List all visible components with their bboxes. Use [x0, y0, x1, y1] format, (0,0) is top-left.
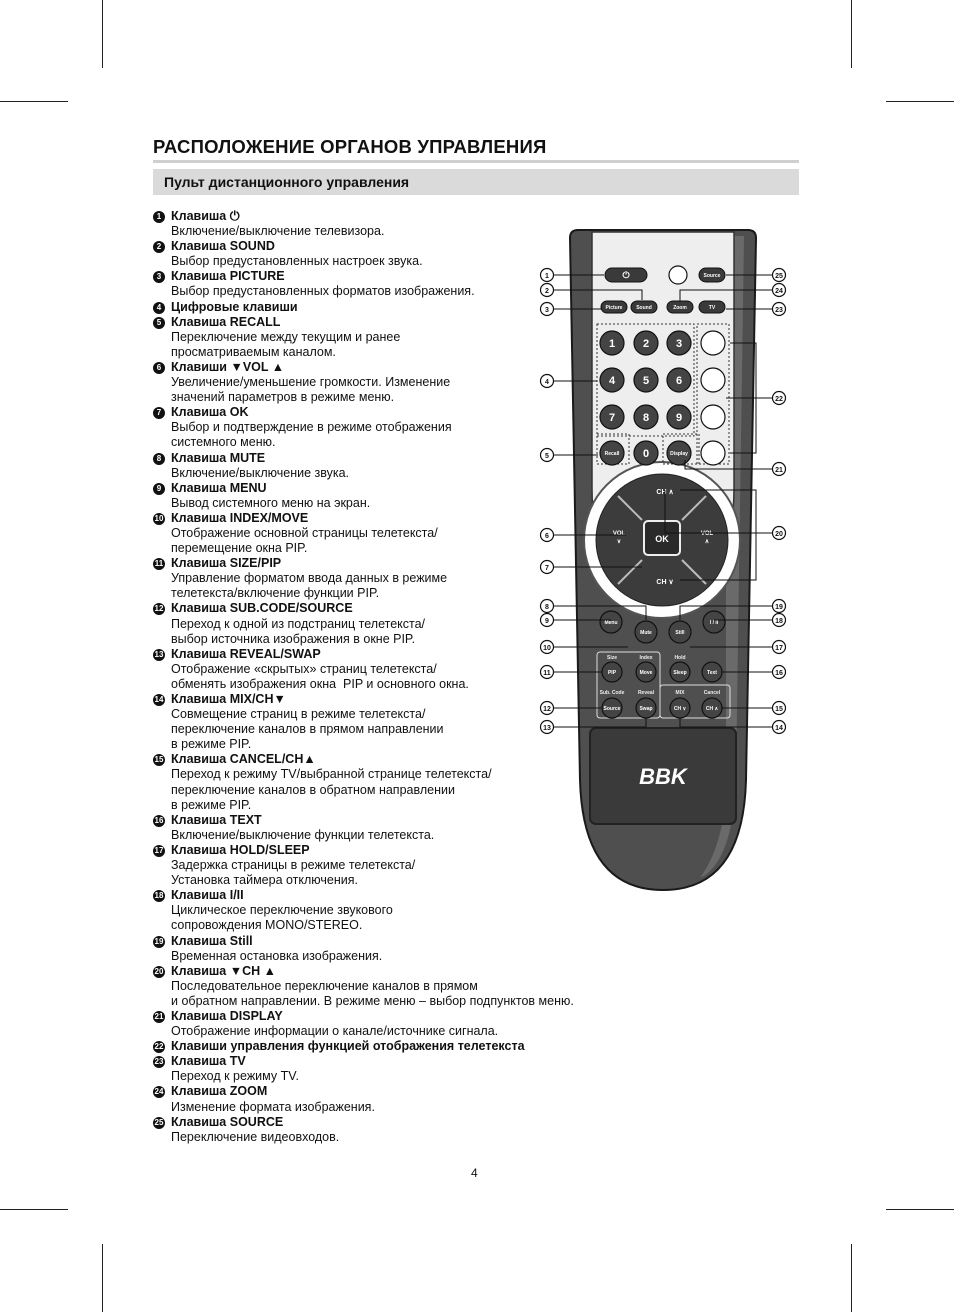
item-title: Клавиша SUB.CODE/SOURCE [171, 601, 353, 616]
digit-button-1-label: 1 [608, 337, 616, 350]
item-description: Совмещение страниц в режиме телетекста/ переключение каналов в прямом направлении в режиме PIP. [171, 707, 444, 752]
item-number-badge: 23 [154, 1057, 164, 1067]
digit-button-5-label: 5 [642, 374, 650, 387]
item-number-badge: 14 [154, 695, 164, 704]
control-item [153, 1009, 613, 1039]
teletext-button-4[interactable] [701, 441, 725, 465]
ch-down-label: CH ∨ [656, 579, 674, 586]
callout-number: 16 [775, 670, 783, 677]
item-title: Клавиша TV [171, 1054, 246, 1069]
i-ii-button-label: I / II [709, 619, 719, 626]
item-number-badge: 15 [154, 755, 164, 765]
item-title: Клавиши ▼VOL ▲ [171, 359, 285, 374]
item-description: Переход к режиму TV/выбранной странице телетекста/ переключение каналов в обратном направлении в режиме PIP. [171, 767, 492, 812]
crop-mark [102, 1244, 103, 1312]
item-number-badge: 19 [154, 936, 164, 946]
callout-number: 10 [543, 645, 551, 652]
swap-button-label: Swap [639, 705, 653, 712]
control-item [153, 1054, 613, 1084]
cancel-label: Cancel [703, 690, 721, 696]
item-number-badge: 11 [154, 559, 164, 569]
mix-label: MIX [675, 690, 685, 696]
pip-ch-down-button-label: CH ∨ [673, 705, 687, 712]
callout-number: 14 [775, 725, 783, 732]
item-title: Клавиша CANCEL/CH▲ [171, 752, 316, 767]
callout-number: 8 [545, 604, 549, 611]
pip-source-button-label: Source [603, 705, 621, 712]
picture-button-label: Picture [605, 304, 623, 311]
item-number-badge: 2 [153, 241, 165, 253]
still-button-label: Still [675, 629, 685, 636]
crop-mark [0, 101, 68, 102]
item-number-badge: 20 [154, 966, 164, 976]
item-description: Выбор и подтверждение в режиме отображения системного меню. [171, 420, 452, 450]
item-description: Управление форматом ввода данных в режиме телетекста/включение функции PIP. [171, 571, 448, 601]
item-title: Клавиша HOLD/SLEEP [171, 842, 310, 857]
callout-number: 25 [775, 273, 783, 280]
crop-mark [0, 1209, 68, 1210]
hold-label: Hold [674, 655, 686, 661]
page-title: РАСПОЛОЖЕНИЕ ОРГАНОВ УПРАВЛЕНИЯ [153, 136, 547, 157]
item-description: Переход к одной из подстраниц телетекста/ выбор источника изображения в окне PIP. [171, 616, 426, 646]
display-button-label: Display [670, 450, 688, 457]
item-description: Включение/выключение функции телетекста. [171, 827, 435, 842]
item-number-badge: 13 [154, 649, 164, 659]
control-item [153, 1115, 613, 1145]
item-description: Выбор предустановленных форматов изображения. [171, 284, 475, 299]
callout-number: 20 [775, 531, 783, 538]
digit-button-9-label: 9 [675, 411, 683, 424]
subcode-label: Sub. Code [599, 690, 625, 696]
callout-number: 24 [775, 288, 783, 295]
mute-button-label: Mute [640, 629, 652, 636]
vol-down-label: VOL ∨ [612, 531, 626, 545]
teletext-button-2[interactable] [701, 368, 725, 392]
item-number-badge: 9 [153, 483, 165, 495]
remote-illustration [530, 222, 800, 902]
item-number-badge: 10 [154, 513, 164, 523]
item-title: Клавиша PICTURE [171, 269, 285, 284]
ok-label: OK [655, 534, 669, 544]
teletext-button-3[interactable] [701, 405, 725, 429]
item-description: Последовательное переключение каналов в прямом и обратном направлении. В режиме меню – выбор подпунктов меню. [171, 978, 574, 1008]
item-number-badge: 24 [154, 1087, 164, 1097]
item-title: Клавиша MUTE [171, 450, 266, 465]
callout-number: 18 [775, 618, 783, 625]
item-description: Изменение формата изображения. [171, 1099, 375, 1114]
item-number-badge: 4 [153, 302, 165, 314]
item-description: Переключение между текущим и ранее просматриваемым каналом. [171, 329, 401, 359]
size-label: Size [606, 655, 618, 661]
item-description: Отображение основной страницы телетекста/ перемещение окна PIP. [171, 525, 438, 556]
callout-number: 12 [543, 706, 551, 713]
item-number-badge: 17 [154, 845, 164, 855]
callout-number: 7 [545, 565, 549, 572]
callout-number: 11 [543, 670, 551, 677]
section-title: Пульт дистанционного управления [164, 174, 410, 190]
item-title: Клавиша OK [171, 405, 249, 420]
teletext-button-1[interactable] [701, 331, 725, 355]
digit-button-2-label: 2 [642, 337, 650, 350]
item-title: Клавиши управления функцией отображения телетекста [171, 1039, 525, 1054]
item-description: Включение/выключение звука. [171, 465, 350, 480]
sound-button-label: Sound [636, 304, 652, 311]
digit-button-7-label: 7 [608, 411, 616, 424]
item-title: Клавиша MENU [171, 480, 267, 495]
item-title: Клавиша INDEX/MOVE [171, 510, 309, 525]
brand-logo: BBK [639, 764, 687, 789]
item-description: Отображение информации о канале/источнике сигнала. [171, 1024, 499, 1039]
control-item [153, 1039, 613, 1054]
source-button-label: Source [703, 272, 721, 279]
item-title: Клавиша TEXT [171, 812, 262, 827]
digit-button-3-label: 3 [675, 337, 683, 350]
item-title: Клавиша ZOOM [171, 1084, 268, 1099]
callout-number: 3 [545, 307, 549, 314]
item-title: Клавиша SIZE/PIP [171, 556, 282, 571]
menu-button-label: Menu [604, 619, 618, 626]
control-item [153, 934, 613, 964]
power-button-label: ⏻ [622, 270, 630, 281]
item-number-badge: 16 [154, 815, 164, 825]
item-description: Переход к режиму TV. [171, 1069, 299, 1084]
item-title: Клавиша SOURCE [171, 1114, 284, 1129]
control-item [153, 964, 613, 1009]
item-title: Клавиша SOUND [171, 239, 275, 254]
callout-number: 6 [545, 533, 549, 540]
item-title: Клавиша DISPLAY [171, 1008, 283, 1023]
ch-up-label: CH ∧ [656, 489, 674, 496]
item-number-badge: 7 [153, 407, 165, 419]
crop-mark [886, 101, 954, 102]
item-title: Клавиша Still [171, 933, 253, 948]
text-button-label: Text [707, 669, 717, 676]
item-title: Клавиша I/II [171, 888, 244, 903]
item-number-badge: 1 [153, 211, 165, 223]
item-description: Увеличение/уменьшение громкости. Изменение значений параметров в режиме меню. [171, 375, 451, 405]
reveal-label: Reveal [637, 690, 655, 696]
pip-ch-up-button-label: CH ∧ [705, 705, 719, 712]
item-number-badge: 12 [154, 604, 164, 614]
crop-mark [851, 1244, 852, 1312]
recall-button-label: Recall [604, 450, 620, 457]
callout-number: 15 [775, 706, 783, 713]
item-title: Клавиша MIX/CH▼ [171, 692, 286, 706]
callout-number: 17 [775, 645, 783, 652]
callout-number: 9 [545, 618, 549, 625]
crop-mark [851, 0, 852, 68]
digit-button-6-label: 6 [675, 374, 683, 387]
crop-mark [102, 0, 103, 68]
callout-number: 21 [775, 467, 783, 474]
item-description: Задержка страницы в режиме телетекста/ Установка таймера отключения. [171, 858, 416, 888]
vol-up-label: VOL ∧ [700, 531, 714, 545]
item-description: Вывод системного меню на экран. [171, 495, 371, 510]
item-description: Отображение «скрытых» страниц телетекста/ обменять изображения окна PIP и основного окна. [171, 661, 469, 691]
item-description: Временная остановка изображения. [171, 948, 383, 963]
digit-button-0-label: 0 [642, 447, 650, 460]
digit-button-8-label: 8 [642, 411, 650, 424]
pip-button-label: PIP [607, 669, 617, 676]
item-number-badge: 18 [154, 891, 164, 901]
item-number-badge: 25 [154, 1117, 164, 1127]
item-description: Циклическое переключение звукового сопровождения MONO/STEREO. [171, 903, 393, 933]
item-description: Выбор предустановленных настроек звука. [171, 254, 423, 269]
item-number-badge: 6 [153, 362, 165, 374]
zoom-button-label: Zoom [673, 304, 687, 311]
item-title: Клавиша REVEAL/SWAP [171, 646, 321, 661]
callout-number: 22 [775, 396, 783, 403]
tv-button-label: TV [708, 304, 716, 311]
item-number-badge: 5 [153, 317, 165, 329]
section-bar [153, 169, 799, 195]
item-number-badge: 8 [153, 453, 165, 465]
index-label: Index [639, 655, 653, 661]
digit-button-4-label: 4 [608, 374, 616, 387]
callout-number: 23 [775, 307, 783, 314]
crop-mark [886, 1209, 954, 1210]
item-description: Переключение видеовходов. [171, 1129, 340, 1144]
blank-button[interactable] [669, 266, 687, 284]
sleep-button-label: Sleep [673, 669, 687, 676]
item-description: Включение/выключение телевизора. [171, 224, 385, 239]
callout-number: 13 [543, 725, 551, 732]
callout-number: 1 [545, 273, 549, 280]
title-rule [153, 160, 799, 163]
control-item [153, 1084, 613, 1114]
callout-number: 19 [775, 604, 783, 611]
item-title: Цифровые клавиши [171, 299, 298, 314]
item-number-badge: 3 [153, 271, 165, 283]
callout-number: 2 [545, 288, 549, 295]
callout-number: 4 [545, 379, 549, 386]
callout-number: 5 [545, 453, 549, 460]
page-number: 4 [471, 1166, 478, 1180]
move-button-label: Move [639, 669, 653, 676]
item-number-badge: 22 [154, 1042, 164, 1052]
item-number-badge: 21 [154, 1011, 164, 1021]
item-title: Клавиша ⏻ [171, 209, 240, 223]
item-title: Клавиша ▼CH ▲ [171, 963, 277, 978]
item-title: Клавиша RECALL [171, 314, 281, 329]
